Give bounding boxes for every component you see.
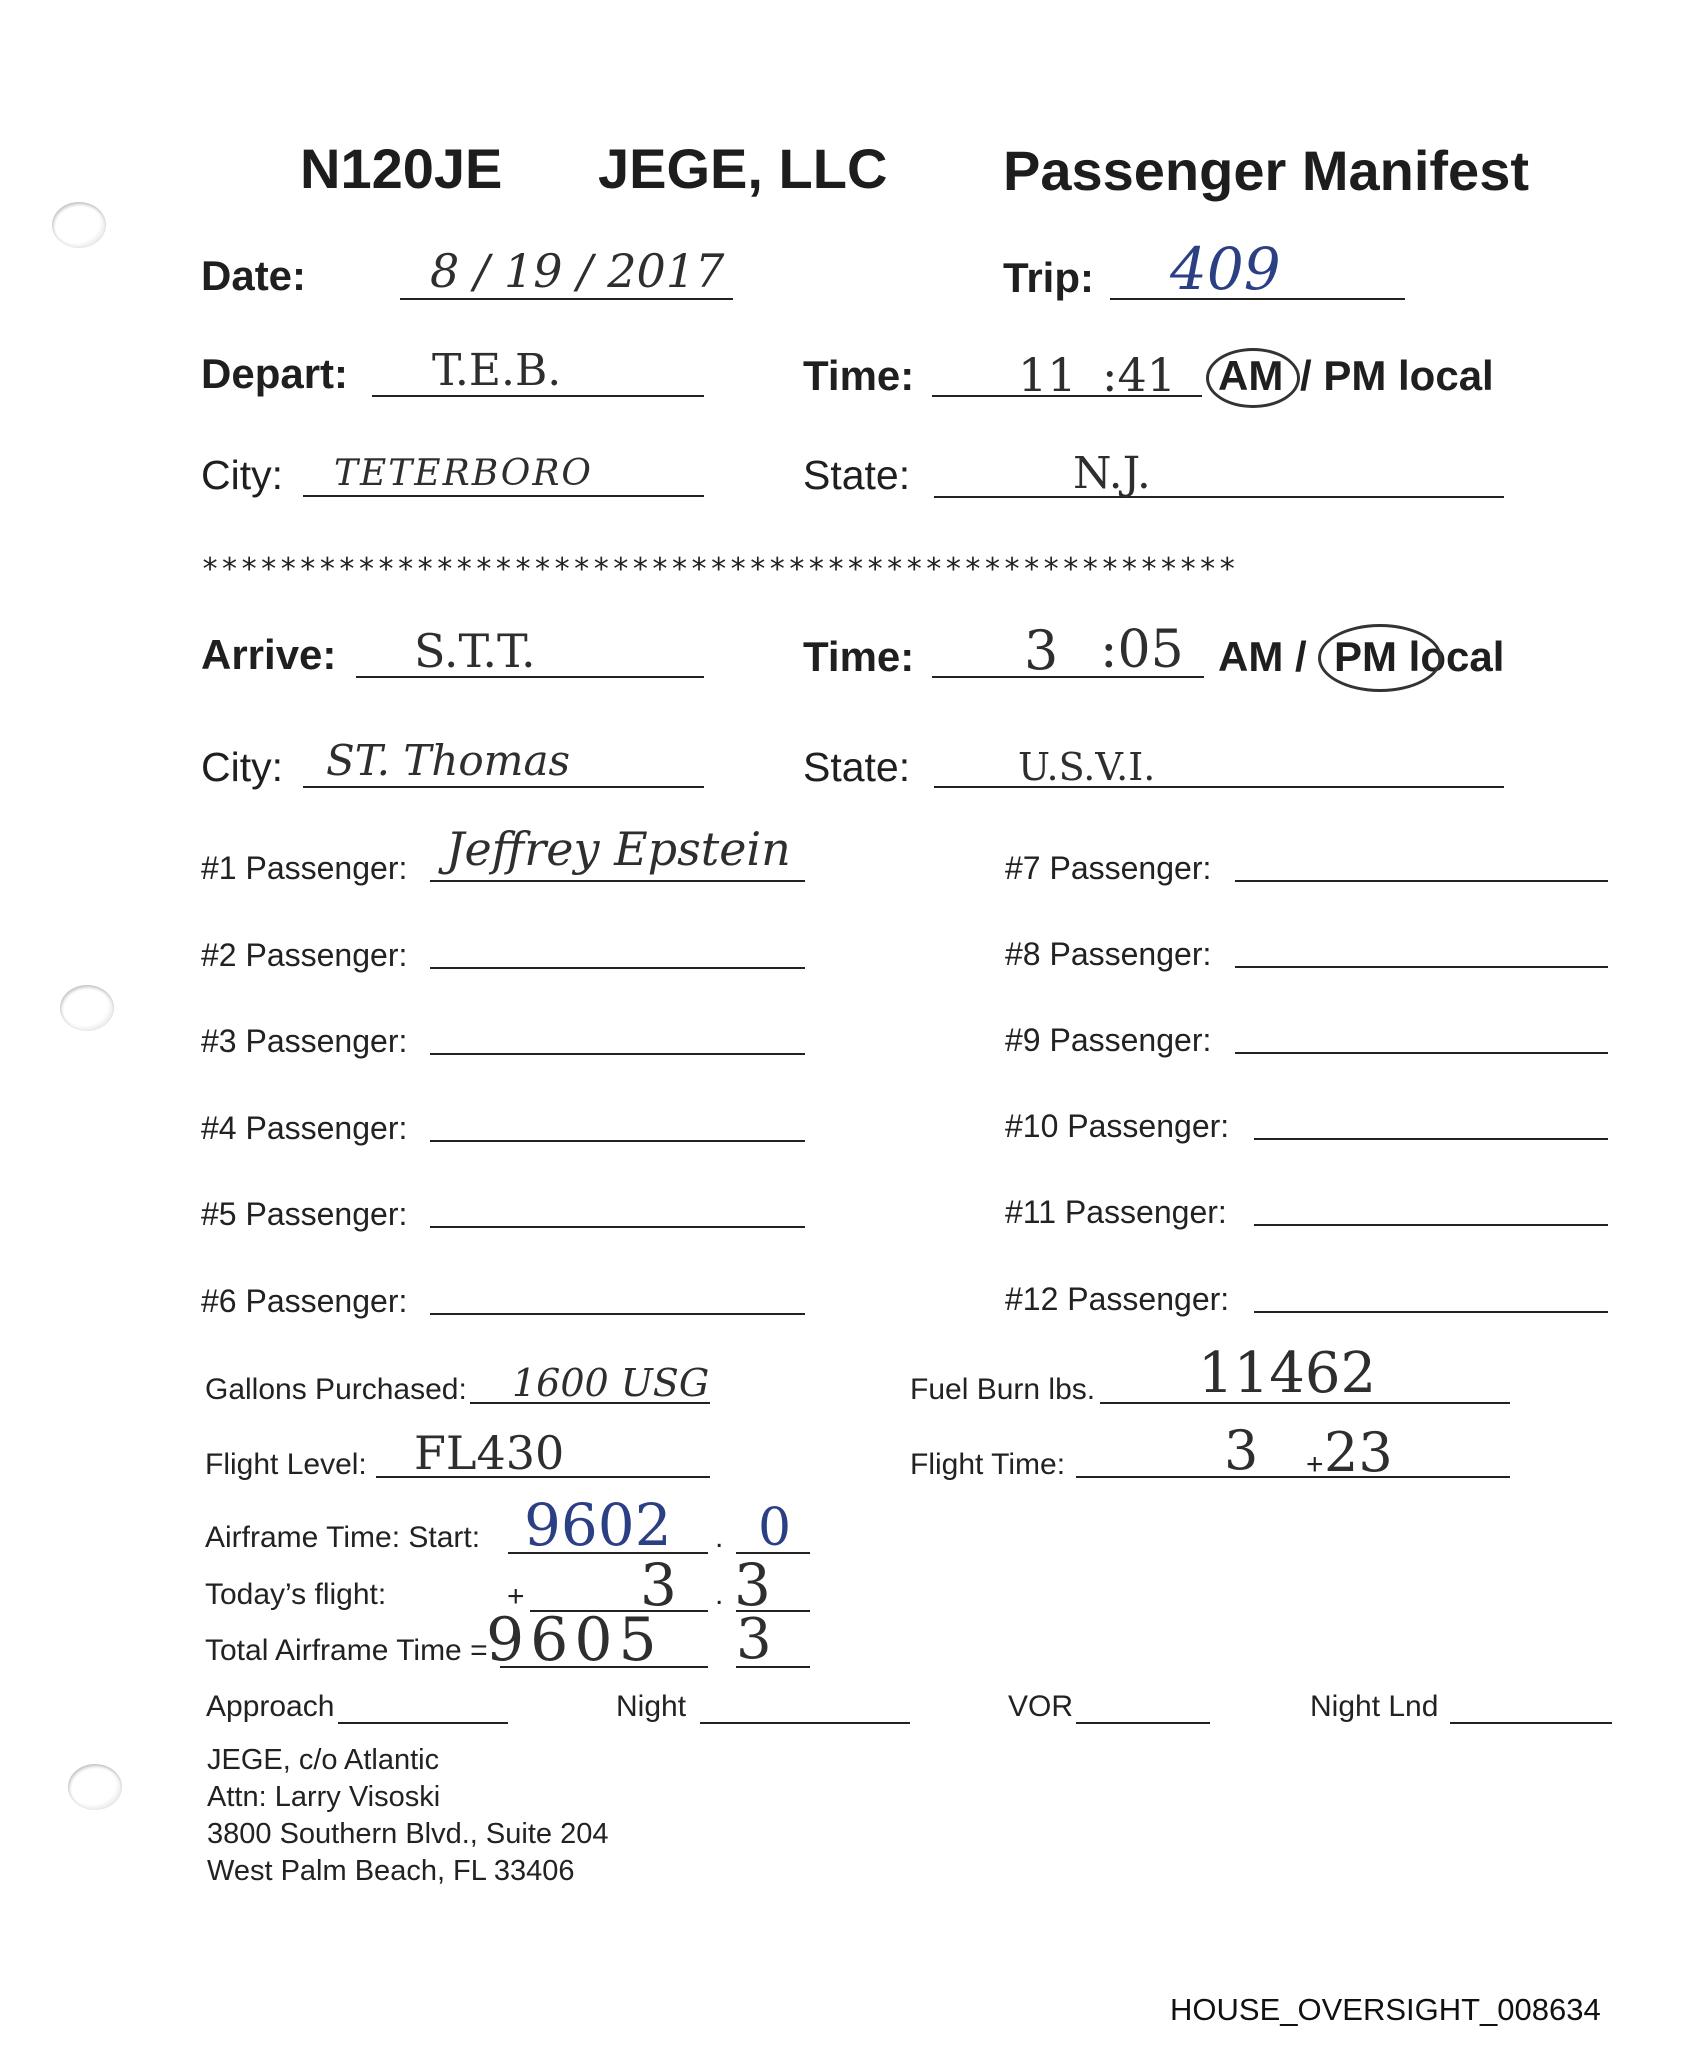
arrive-time-label: Time: bbox=[803, 633, 915, 680]
depart-time-min[interactable]: :41 bbox=[1102, 348, 1177, 402]
passenger-9-line[interactable] bbox=[1235, 1052, 1608, 1054]
total-airframe-tenth[interactable]: 3 bbox=[736, 1607, 772, 1672]
passenger-3-label: #3 Passenger: bbox=[201, 1023, 408, 1059]
passenger-1-line bbox=[430, 880, 805, 882]
flight-level-value[interactable]: FL430 bbox=[414, 1426, 565, 1480]
passenger-2-line[interactable] bbox=[430, 967, 805, 969]
arrive-label: Arrive: bbox=[201, 631, 337, 678]
flight-level-label: Flight Level: bbox=[205, 1448, 367, 1481]
flight-time-hours[interactable]: 3 bbox=[1224, 1419, 1259, 1482]
tail-number: N120JE bbox=[300, 137, 503, 200]
passenger-1-label: #1 Passenger: bbox=[201, 850, 408, 886]
total-airframe-label: Total Airframe Time = bbox=[205, 1634, 488, 1667]
arrive-time-min[interactable]: :05 bbox=[1100, 620, 1184, 680]
night-lnd-line[interactable] bbox=[1450, 1722, 1612, 1724]
gallons-purchased-value[interactable]: 1600 USG bbox=[512, 1361, 710, 1405]
trip-value[interactable]: 409 bbox=[1170, 235, 1281, 303]
fuel-burn-value[interactable]: 11462 bbox=[1198, 1341, 1377, 1406]
address-line-2: Attn: Larry Visoski bbox=[207, 1781, 441, 1813]
arrive-pm-local[interactable]: PM local bbox=[1334, 633, 1505, 680]
date-line bbox=[400, 298, 733, 300]
address-line-3: 3800 Southern Blvd., Suite 204 bbox=[207, 1818, 609, 1850]
trip-label: Trip: bbox=[1003, 254, 1094, 301]
passenger-5-line[interactable] bbox=[430, 1226, 805, 1228]
passenger-4-label: #4 Passenger: bbox=[201, 1110, 408, 1146]
total-airframe-value[interactable]: 9605 bbox=[486, 1605, 663, 1675]
passenger-9-label: #9 Passenger: bbox=[1005, 1022, 1212, 1058]
arrive-state-label: State: bbox=[803, 744, 911, 790]
address-block bbox=[207, 1742, 608, 1890]
flight-time-plus: + bbox=[1306, 1448, 1324, 1481]
airframe-start-value[interactable]: 9602 bbox=[524, 1491, 672, 1559]
depart-am-selection-circle bbox=[1206, 348, 1300, 408]
punch-hole-bottom bbox=[68, 1764, 122, 1810]
todays-flight-dot: . bbox=[715, 1578, 724, 1611]
vor-label: VOR bbox=[1008, 1690, 1074, 1723]
arrive-pm-selection-circle bbox=[1318, 624, 1442, 692]
passenger-3-line[interactable] bbox=[430, 1053, 805, 1055]
page-title: Passenger Manifest bbox=[1003, 139, 1529, 202]
arrive-time-hour[interactable]: 3 bbox=[1024, 619, 1059, 682]
flight-time-minutes[interactable]: 23 bbox=[1324, 1421, 1393, 1484]
todays-flight-plus: + bbox=[507, 1580, 525, 1613]
depart-city-value[interactable]: TETERBORO bbox=[334, 453, 593, 494]
gallons-purchased-label: Gallons Purchased: bbox=[205, 1373, 467, 1406]
airframe-start-dot: . bbox=[715, 1521, 724, 1554]
airframe-start-label: Airframe Time: Start: bbox=[205, 1521, 481, 1554]
night-line[interactable] bbox=[700, 1722, 910, 1724]
passenger-8-label: #8 Passenger: bbox=[1005, 936, 1212, 972]
depart-pm-local[interactable]: / PM local bbox=[1300, 352, 1494, 399]
fuel-burn-label: Fuel Burn lbs. bbox=[910, 1373, 1096, 1406]
arrive-am-option[interactable]: AM / bbox=[1218, 633, 1307, 680]
arrive-city-line bbox=[303, 786, 704, 788]
passenger-7-line[interactable] bbox=[1235, 880, 1608, 882]
passenger-6-line[interactable] bbox=[430, 1313, 805, 1315]
passenger-6-label: #6 Passenger: bbox=[201, 1283, 408, 1319]
passenger-7-label: #7 Passenger: bbox=[1005, 850, 1212, 886]
depart-value[interactable]: T.E.B. bbox=[432, 345, 562, 396]
passenger-2-label: #2 Passenger: bbox=[201, 937, 408, 973]
passenger-10-line[interactable] bbox=[1254, 1138, 1608, 1140]
date-value[interactable]: 8 / 19 / 2017 bbox=[430, 244, 725, 298]
depart-state-label: State: bbox=[803, 452, 911, 498]
passenger-8-line[interactable] bbox=[1235, 966, 1608, 968]
flight-time-line bbox=[1076, 1476, 1510, 1478]
passenger-11-line[interactable] bbox=[1254, 1224, 1608, 1226]
depart-state-line bbox=[934, 496, 1504, 498]
depart-time-hour[interactable]: 11 bbox=[1018, 348, 1077, 402]
passenger-11-label: #11 Passenger: bbox=[1005, 1194, 1227, 1230]
punch-hole-top bbox=[52, 202, 106, 248]
night-lnd-label: Night Lnd bbox=[1310, 1690, 1439, 1723]
date-label: Date: bbox=[201, 252, 307, 299]
address-line-4: West Palm Beach, FL 33406 bbox=[207, 1855, 575, 1887]
night-label: Night bbox=[616, 1690, 687, 1723]
flight-time-label: Flight Time: bbox=[910, 1448, 1066, 1481]
depart-time-label: Time: bbox=[803, 352, 915, 399]
depart-am-option[interactable]: AM bbox=[1218, 352, 1284, 399]
passenger-12-line[interactable] bbox=[1254, 1311, 1608, 1313]
approach-label: Approach bbox=[206, 1690, 335, 1723]
separator-stars: ***************************************************** bbox=[201, 552, 1238, 587]
arrive-state-value[interactable]: U.S.V.I. bbox=[1018, 745, 1156, 789]
vor-line[interactable] bbox=[1076, 1722, 1210, 1724]
airframe-start-tenth[interactable]: 0 bbox=[758, 1498, 792, 1558]
approach-line[interactable] bbox=[338, 1722, 508, 1724]
passenger-10-label: #10 Passenger: bbox=[1005, 1108, 1230, 1144]
bates-number: HOUSE_OVERSIGHT_008634 bbox=[1170, 1992, 1601, 2027]
address-line-1: JEGE, c/o Atlantic bbox=[207, 1744, 440, 1776]
depart-city-label: City: bbox=[201, 452, 283, 498]
passenger-1-value[interactable]: Jeffrey Epstein bbox=[446, 822, 791, 876]
arrive-city-value[interactable]: ST. Thomas bbox=[326, 736, 571, 785]
arrive-value[interactable]: S.T.T. bbox=[414, 624, 536, 678]
depart-label: Depart: bbox=[201, 350, 349, 397]
todays-flight-tenth[interactable]: 3 bbox=[734, 1551, 771, 1619]
arrive-city-label: City: bbox=[201, 744, 283, 790]
punch-hole-middle bbox=[60, 985, 114, 1031]
company-name: JEGE, LLC bbox=[598, 137, 888, 200]
passenger-5-label: #5 Passenger: bbox=[201, 1196, 408, 1232]
depart-city-line bbox=[303, 495, 704, 497]
todays-flight-value[interactable]: 3 bbox=[640, 1551, 677, 1619]
passenger-12-label: #12 Passenger: bbox=[1005, 1281, 1230, 1317]
depart-state-value[interactable]: N.J. bbox=[1073, 448, 1151, 499]
todays-flight-label: Today’s flight: bbox=[205, 1578, 387, 1611]
passenger-4-line[interactable] bbox=[430, 1140, 805, 1142]
